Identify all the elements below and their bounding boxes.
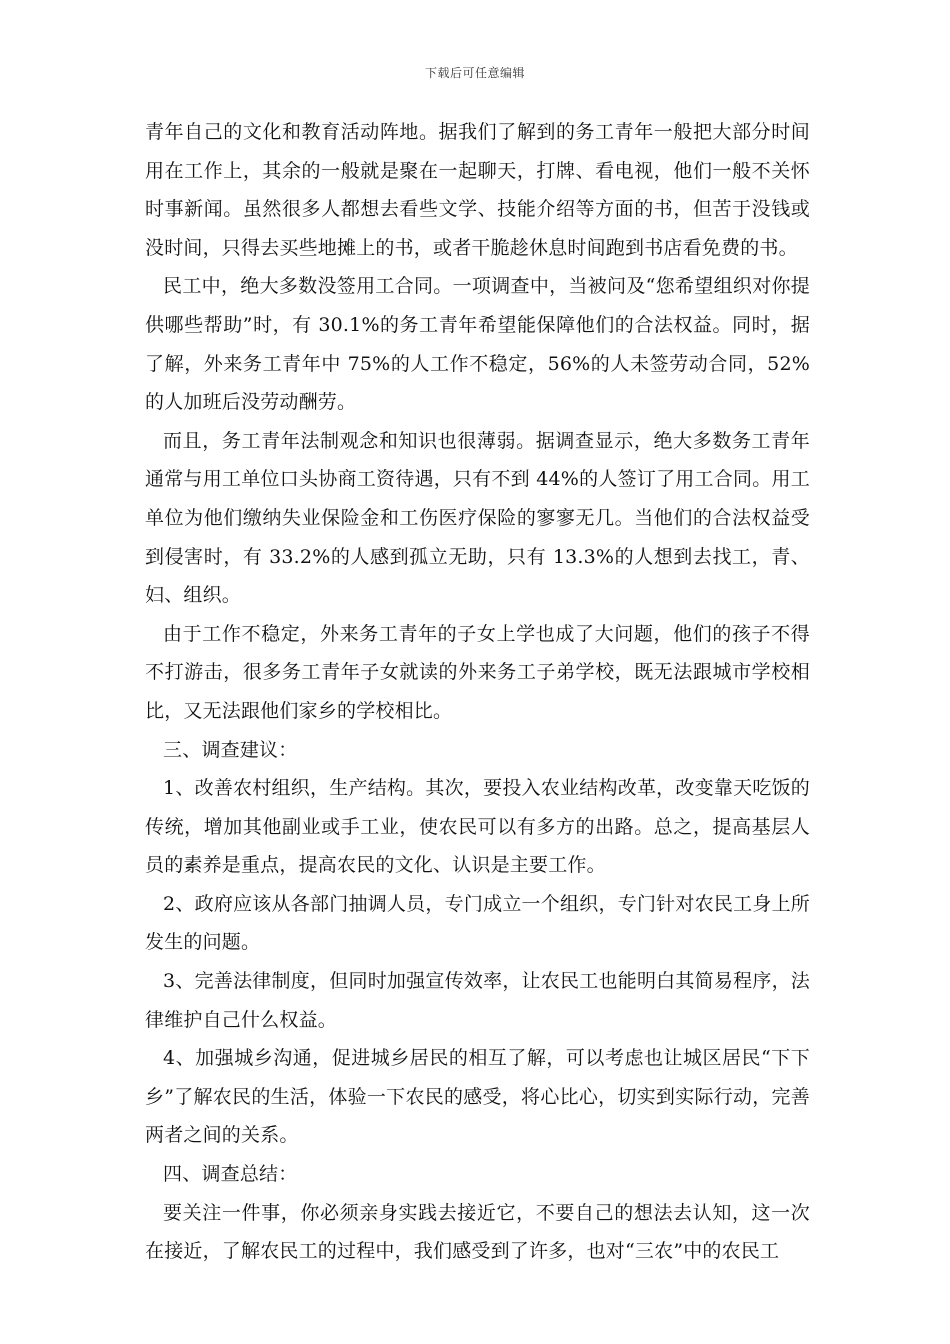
paragraph-legal-awareness: 而且，务工青年法制观念和知识也很薄弱。据调查显示，绝大多数务工青年通常与用工单位口头协商工资待遇，只有不到 44%的人签订了用工合同。用工单位为他们缴纳失业保险金和工伤医疗保险的寥寥无几。当他们的合法权益受到侵害时，有 33.2%的人感到孤立无助，只有 13.3%的人想到去找工，青、妇、组织。 [145, 429, 810, 607]
suggestion-item-1: 1、改善农村组织，生产结构。其次，要投入农业结构改革，改变靠天吃饭的传统，增加其他副业或手工业，使农民可以有多方的出路。总之，提高基层人员的素养是重点，提高农民的文化、认识是主要工作。 [145, 777, 810, 877]
section-heading-summary: 四、调查总结： [163, 1163, 298, 1186]
document-body [145, 113, 810, 1271]
page-header: 下载后可任意编辑 [424, 66, 525, 80]
paragraph-contracts: 民工中，绝大多数没签用工合同。一项调查中，当被问及“您希望组织对你提供哪些帮助”时，有 30.1%的务工青年希望能保障他们的合法权益。同时，据了解，外来务工青年中 75%的人工作不稳定，56%的人未签劳动合同，52%的人加班后没劳动酬劳。 [145, 275, 810, 414]
suggestion-item-3: 3、完善法律制度，但同时加强宣传效率，让农民工也能明白其简易程序，法律维护自己什么权益。 [145, 970, 810, 1031]
paragraph-summary: 要关注一件事，你必须亲身实践去接近它，不要自己的想法去认知，这一次在接近，了解农民工的过程中，我们感受到了许多，也对“三农”中的农民工 [145, 1201, 810, 1263]
paragraph-leisure: 青年自己的文化和教育活动阵地。据我们了解到的务工青年一般把大部分时间用在工作上，其余的一般就是聚在一起聊天，打牌、看电视，他们一般不关怀时事新闻。虽然很多人都想去看些文学、技能介绍等方面的书，但苦于没钱或没时间，只得去买些地摊上的书，或者干脆趁休息时间跑到书店看免费的书。 [145, 121, 810, 259]
suggestion-item-2: 2、政府应该从各部门抽调人员，专门成立一个组织，专门针对农民工身上所发生的问题。 [145, 892, 810, 954]
suggestion-item-4: 4、加强城乡沟通，促进城乡居民的相互了解，可以考虑也让城区居民“下下乡”了解农民的生活，体验一下农民的感受，将心比心，切实到实际行动，完善两者之间的关系。 [145, 1047, 810, 1147]
paragraph-children-education: 由于工作不稳定，外来务工青年的子女上学也成了大问题，他们的孩子不得不打游击，很多务工青年子女就读的外来务工子弟学校，既无法跟城市学校相比，又无法跟他们家乡的学校相比。 [145, 622, 810, 722]
section-heading-suggestions: 三、调查建议： [163, 738, 298, 761]
